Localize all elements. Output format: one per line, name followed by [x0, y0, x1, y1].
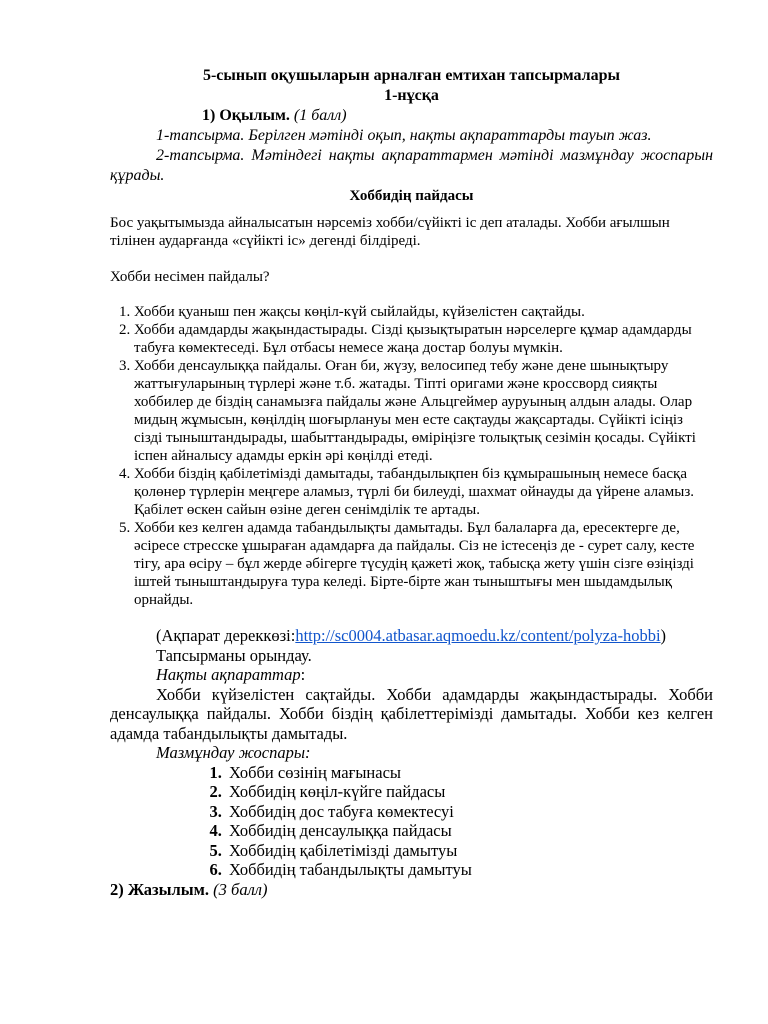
question-paragraph: Хобби несімен пайдалы? [110, 269, 270, 285]
document-title: 5-сынып оқушыларын арналған емтихан тапсырмалары [202, 67, 621, 84]
list-item: 1. Хобби қуаныш пен жақсы көңіл-күй сыйлайды, күйзелістен сақтайды. [134, 303, 713, 321]
section2-points: (3 балл) [213, 879, 268, 899]
facts-colon: : [300, 665, 306, 684]
plan-item: 3. Хоббидің дос табуға көмектесуі [226, 802, 713, 822]
source-suffix: ) [660, 626, 667, 645]
list-item: 4. Хобби біздің қабілетімізді дамытады, табандылықпен біз құмырашының немесе басқа қолөнер түрлерін меңгере аламыз, түрлі би билеуді, шахмат ойнауды да үйрене аламыз. Қабілет өскен сайын өзіне деген сенімділік те артады. [134, 465, 713, 519]
plan-item: 2. Хоббидің көңіл-күйге пайдасы [226, 782, 713, 802]
benefits-list [110, 303, 713, 609]
source-line [110, 626, 713, 646]
plan-label: Мазмұндау жоспары: [156, 743, 311, 762]
section1-points: (1 балл) [293, 107, 347, 124]
source-link[interactable]: http://sc0004.atbasar.aqmoedu.kz/content/polyza-hobbi [295, 626, 661, 645]
intro-paragraph: Бос уақытымызда айналысатын нәрсеміз хобби/сүйікті іс деп аталады. Хобби ағылшын тілінен аударғанда «сүйікті іс» дегенді білдіреді. [110, 215, 670, 249]
text-heading: Хоббидің пайдасы [349, 188, 474, 204]
variant-label: 1-нұсқа [384, 87, 439, 104]
instruction-line: Тапсырманы орындау. [156, 645, 312, 665]
plan-item: 1. Хобби сөзінің мағынасы [226, 763, 713, 783]
list-item: 2. Хобби адамдарды жақындастырады. Сізді қызықтыратын нәрселерге құмар адамдарды табуға көмектеседі. Бұл отбасы немесе жаңа достар болуы мүмкін. [134, 321, 713, 357]
source-prefix: (Ақпарат дереккөзі: [156, 626, 296, 645]
section1-label: 1) Оқылым. [202, 107, 290, 124]
list-item: 3. Хобби денсаулыққа пайдалы. Оған би, жүзу, велосипед тебу және дене шынықтыру жаттығуларының түрлері және т.б. жатады. Тіпті оригами және кроссворд сияқты хоббилер де біздің санамызға пайдалы және Альцгеймер ауруының алдын алады. Олар мидың жұмысын, көңілдің шоғырлануы мен есте сақтауды жақсартады. Сүйікті ісіңіз сізді тыныштандырады, шабыттандырады, өміріңізге толықтық сезімін қосады. Сүйікті іспен айналысу адамды еркін әрі көңілді етеді. [134, 357, 713, 465]
document-page [110, 66, 713, 899]
plan-item: 5. Хоббидің қабілетімізді дамытуы [226, 841, 713, 861]
task1-text: 1-тапсырма. Берілген мәтінді оқып, нақты ақпараттарды тауып жаз. [156, 127, 652, 144]
facts-label: Нақты ақпараттар [156, 665, 301, 684]
section2-label: 2) Жазылым. [110, 879, 210, 899]
plan-item: 4. Хоббидің денсаулыққа пайдасы [226, 821, 713, 841]
section2-heading [110, 880, 713, 900]
section1-heading [202, 106, 713, 126]
list-item: 5. Хобби кез келген адамда табандылықты дамытады. Бұл балаларға да, ересектерге де, әсіресе стресске ұшыраған адамдарға да пайдалы. Сіз не істесеңіз де - сурет салу, кесте тігу, ара өсіру – бұл жерде әбігерге түсудің қажеті жоқ, табысқа жету үшін сізге өзіңізді іштей тыныштандыруға тура келеді. Бірте-бірте жан тыныштығы мен шыдамдылық орнайды. [134, 519, 713, 609]
facts-paragraph: Хобби күйзелістен сақтайды. Хобби адамдарды жақындастырады. Хобби денсаулыққа пайдалы. Хобби біздің қабілеттерімізді дамытады. Хобби кез келген адамда табандылықты дамытады. [110, 684, 713, 743]
plan-item: 6. Хоббидің табандылықты дамытуы [226, 860, 713, 880]
plan-list [110, 763, 713, 880]
task2-text: 2-тапсырма. Мәтіндегі нақты ақпараттармен мәтінді мазмұндау жоспарын құрады. [110, 147, 713, 184]
facts-label-line [110, 665, 713, 685]
